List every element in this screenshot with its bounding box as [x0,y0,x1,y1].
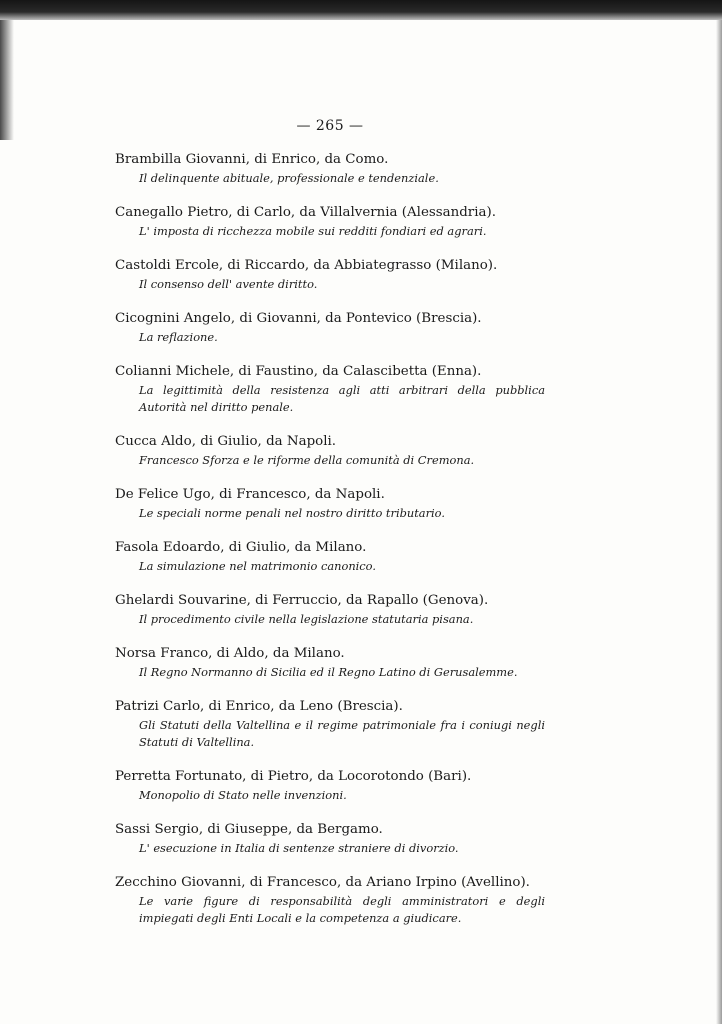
entry-author: Colianni Michele, di Faustino, da Calascibetta (Enna). [115,364,482,379]
entry-title: L' esecuzione in Italia di sentenze straniere di divorzio. [139,841,459,855]
entry-title: Francesco Sforza e le riforme della comunità di Cremona. [139,453,475,467]
entry-author: Cicognini Angelo, di Giovanni, da Pontevico (Brescia). [115,311,482,326]
list-item [115,874,545,927]
list-item [115,768,545,804]
entry-title: Le speciali norme penali nel nostro diritto tributario. [139,506,445,520]
entry-author: Brambilla Giovanni, di Enrico, da Como. [115,152,389,167]
thesis-list [115,151,545,944]
list-item [115,698,545,751]
list-item [115,433,545,469]
entry-author: Sassi Sergio, di Giuseppe, da Bergamo. [115,822,383,837]
page-number: — 265 — [296,118,364,134]
entry-title: L' imposta di ricchezza mobile sui redditi fondiari ed agrari. [139,224,487,238]
entry-author: Perretta Fortunato, di Pietro, da Locorotondo (Bari). [115,769,472,784]
entry-title: Gli Statuti della Valtellina e il regime patrimoniale fra i coniugi negli Statuti di Valtellina. [139,718,545,749]
list-item [115,257,545,293]
entry-author: Canegallo Pietro, di Carlo, da Villalvernia (Alessandria). [115,205,496,220]
entry-title: La simulazione nel matrimonio canonico. [139,559,376,573]
list-item [115,204,545,240]
entry-author: De Felice Ugo, di Francesco, da Napoli. [115,487,385,502]
entry-author: Fasola Edoardo, di Giulio, da Milano. [115,540,367,555]
list-item [115,151,545,187]
entry-author: Ghelardi Souvarine, di Ferruccio, da Rapallo (Genova). [115,593,489,608]
entry-title: Monopolio di Stato nelle invenzioni. [139,788,347,802]
entry-title: Il procedimento civile nella legislazione statutaria pisana. [139,612,474,626]
entry-title: Il delinquente abituale, professionale e tendenziale. [139,171,439,185]
list-item [115,539,545,575]
scan-right-edge [716,20,722,1024]
entry-title: Il Regno Normanno di Sicilia ed il Regno Latino di Gerusalemme. [139,665,518,679]
list-item [115,645,545,681]
entry-title: Le varie figure di responsabilità degli amministratori e degli impiegati degli Enti Locali e la competenza a giudicare. [139,894,545,925]
list-item [115,310,545,346]
list-item [115,821,545,857]
entry-title: La legittimità della resistenza agli atti arbitrari della pubblica Autorità nel diritto penale. [139,383,545,414]
entry-title: La reflazione. [139,330,218,344]
list-item [115,363,545,416]
entry-author: Zecchino Giovanni, di Francesco, da Ariano Irpino (Avellino). [115,875,530,890]
entry-author: Castoldi Ercole, di Riccardo, da Abbiategrasso (Milano). [115,258,498,273]
entry-title: Il consenso dell' avente diritto. [139,277,318,291]
entry-author: Patrizi Carlo, di Enrico, da Leno (Brescia). [115,699,403,714]
entry-author: Cucca Aldo, di Giulio, da Napoli. [115,434,337,449]
entry-author: Norsa Franco, di Aldo, da Milano. [115,646,345,661]
list-item [115,592,545,628]
list-item [115,486,545,522]
scan-top-edge [0,0,722,20]
